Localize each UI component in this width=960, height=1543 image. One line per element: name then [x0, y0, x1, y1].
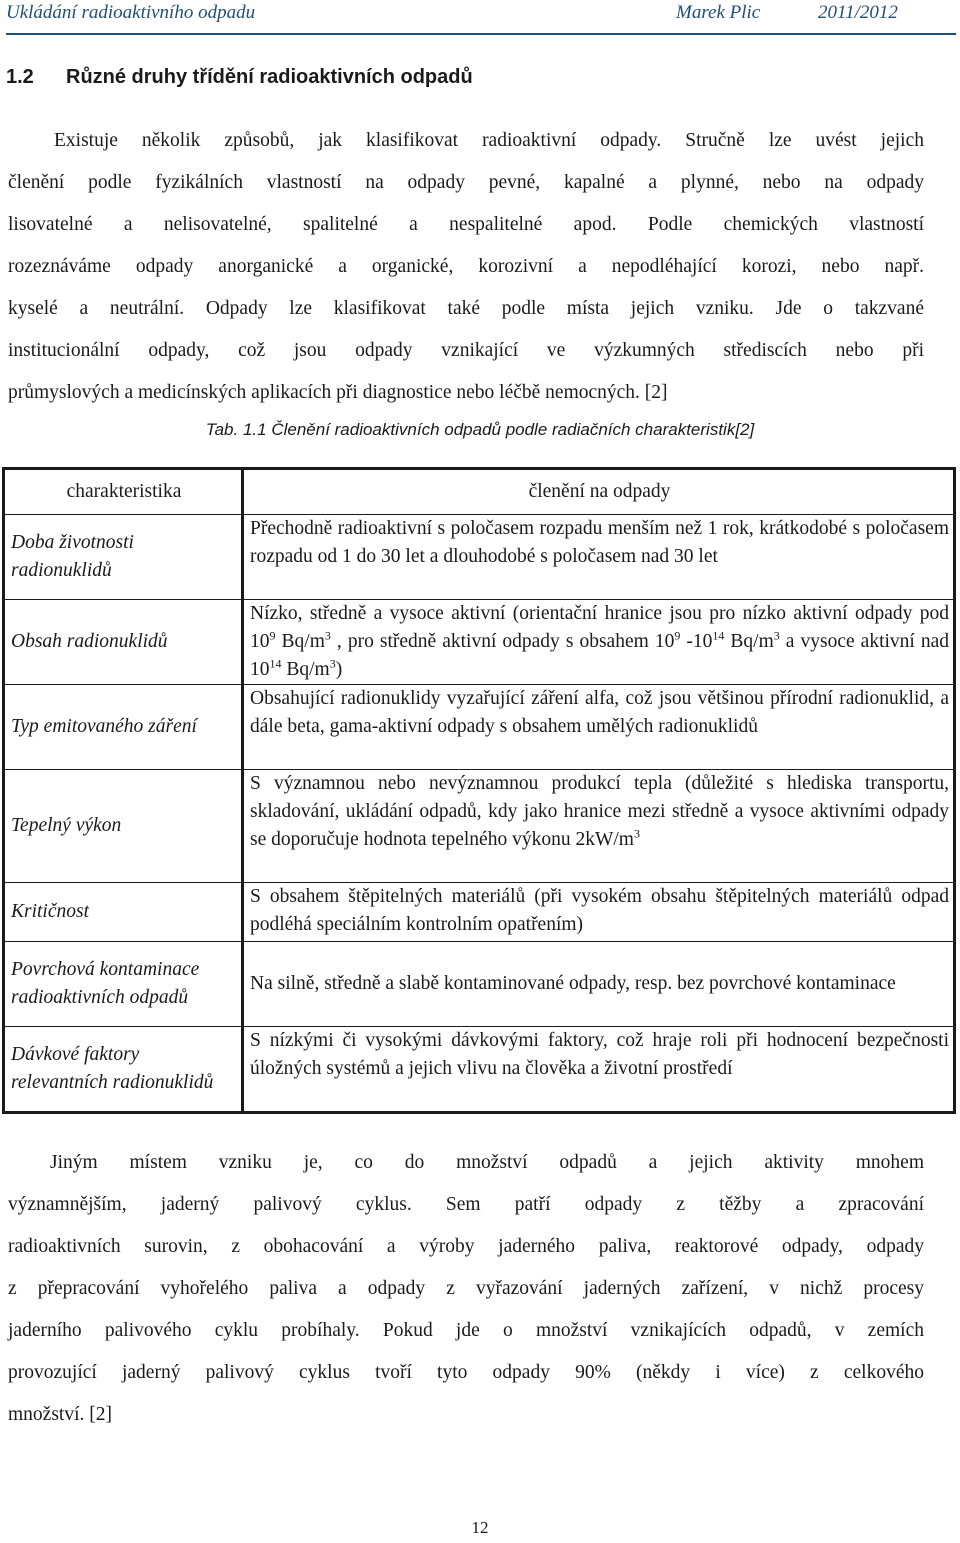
text-line: z přepracování vyhořelého paliva a odpady z vyřazování jaderných zařízení, v nichž procesy: [8, 1278, 924, 1299]
text-line: provozující jaderný palivový cyklus tvoří tyto odpady 90% (někdy i více) z celkového: [8, 1362, 924, 1383]
table-row: [4, 515, 955, 600]
row-label: Tepelný výkon: [4, 770, 243, 883]
row-text: S obsahem štěpitelných materiálů (při vysokém obsahu štěpitelných materiálů odpad podléhá speciálním kontrolním opatřením): [243, 883, 955, 942]
row-label: Kritičnost: [4, 883, 243, 942]
table-row: [4, 1027, 955, 1113]
text-line: průmyslových a medicínských aplikacích při diagnostice nebo léčbě nemocných. [2]: [8, 382, 668, 403]
row-label: Povrchová kontaminace radioaktivních odpadů: [4, 942, 243, 1027]
page-number: 12: [471, 1518, 489, 1537]
section-heading: [6, 66, 473, 89]
classification-table: [2, 467, 956, 1114]
section-number: 1.2: [6, 66, 34, 88]
column-header-characteristic: charakteristika: [4, 469, 243, 515]
table-row: [4, 883, 955, 942]
text-line: Jiným místem vzniku je, co do množství odpadů a jejich aktivity mnohem: [50, 1152, 924, 1173]
header-author: Marek Plic: [676, 2, 761, 23]
page-header: [0, 0, 960, 36]
text-line: lisovatelné a nelisovatelné, spalitelné a nespalitelné apod. Podle chemických vlastností: [8, 214, 924, 235]
row-text: Na silně, středně a slabě kontaminované odpady, resp. bez povrchové kontaminace: [243, 942, 955, 1027]
row-label: Typ emitovaného záření: [4, 685, 243, 770]
text-line: Existuje několik způsobů, jak klasifikovat radioaktivní odpady. Stručně lze uvést jejich: [54, 130, 924, 151]
row-text: S nízkými či vysokými dávkovými faktory, což hraje roli při hodnocení bezpečnosti úložných systémů a jejich vlivu na člověka a životní prostředí: [243, 1027, 955, 1113]
table-row: [4, 942, 955, 1027]
table-row: [4, 600, 955, 685]
outro-paragraph: [8, 1142, 924, 1436]
row-text: Přechodně radioaktivní s poločasem rozpadu menším než 1 rok, krátkodobé s poločasem rozpadu od 1 do 30 let a dlouhodobé s poločasem nad 30 let: [243, 515, 955, 600]
text-line: kyselé a neutrální. Odpady lze klasifikovat také podle místa jejich vzniku. Jde o takzvané: [8, 298, 924, 319]
column-header-classification: členění na odpady: [243, 469, 955, 515]
row-label: Obsah radionuklidů: [4, 600, 243, 685]
table-row: [4, 770, 955, 883]
text-line: množství. [2]: [8, 1404, 112, 1425]
section-title: Různé druhy třídění radioaktivních odpadů: [66, 66, 473, 88]
row-label: Dávkové faktory relevantních radionuklidů: [4, 1027, 243, 1113]
text-line: členění podle fyzikálních vlastností na odpady pevné, kapalné a plynné, nebo na odpady: [8, 172, 924, 193]
row-text: S významnou nebo nevýznamnou produkcí tepla (důležité s hlediska transportu, skladování, ukládání odpadů, kdy jako hranice mezi středně a vysoce aktivními odpady se doporučuje hodnota tepelného výkonu $2kW/m^3$: [243, 770, 955, 883]
table-row: [4, 685, 955, 770]
row-text: Nízko, středně a vysoce aktivní (orientační hranice jsou pro nízko aktivní odpady pod $10^9$ $Bq/m^3$ , pro středně aktivní odpady s obsahem $10^9$ $-10^{14}$ $Bq/m^3$ a vysoce aktivní nad $10^{14}$ $Bq/m^3$): [243, 600, 955, 685]
row-label: Doba životnosti radionuklidů: [4, 515, 243, 600]
header-year: 2011/2012: [818, 2, 898, 23]
table-caption: Tab. 1.1 Členění radioaktivních odpadů podle radiačních charakteristik[2]: [205, 420, 755, 439]
text-line: rozeznáváme odpady anorganické a organické, korozivní a nepodléhající korozi, nebo např.: [8, 256, 924, 277]
text-line: institucionální odpady, což jsou odpady vznikající ve výzkumných střediscích nebo při: [8, 340, 924, 361]
table-header-row: [4, 469, 955, 515]
intro-paragraph: [8, 120, 924, 414]
row-text: Obsahující radionuklidy vyzařující záření alfa, což jsou většinou přírodní radionuklid, a dále beta, gama-aktivní odpady s obsahem umělých radionuklidů: [243, 685, 955, 770]
text-line: významnějším, jaderný palivový cyklus. Sem patří odpady z těžby a zpracování: [8, 1194, 924, 1215]
header-rule: [6, 33, 956, 35]
text-line: radioaktivních surovin, z obohacování a výroby jaderného paliva, reaktorové odpady, odpady: [8, 1236, 924, 1257]
header-document-title: Ukládání radioaktivního odpadu: [6, 2, 256, 23]
text-line: jaderního palivového cyklu probíhaly. Pokud jde o množství vznikajících odpadů, v zemích: [8, 1320, 924, 1341]
